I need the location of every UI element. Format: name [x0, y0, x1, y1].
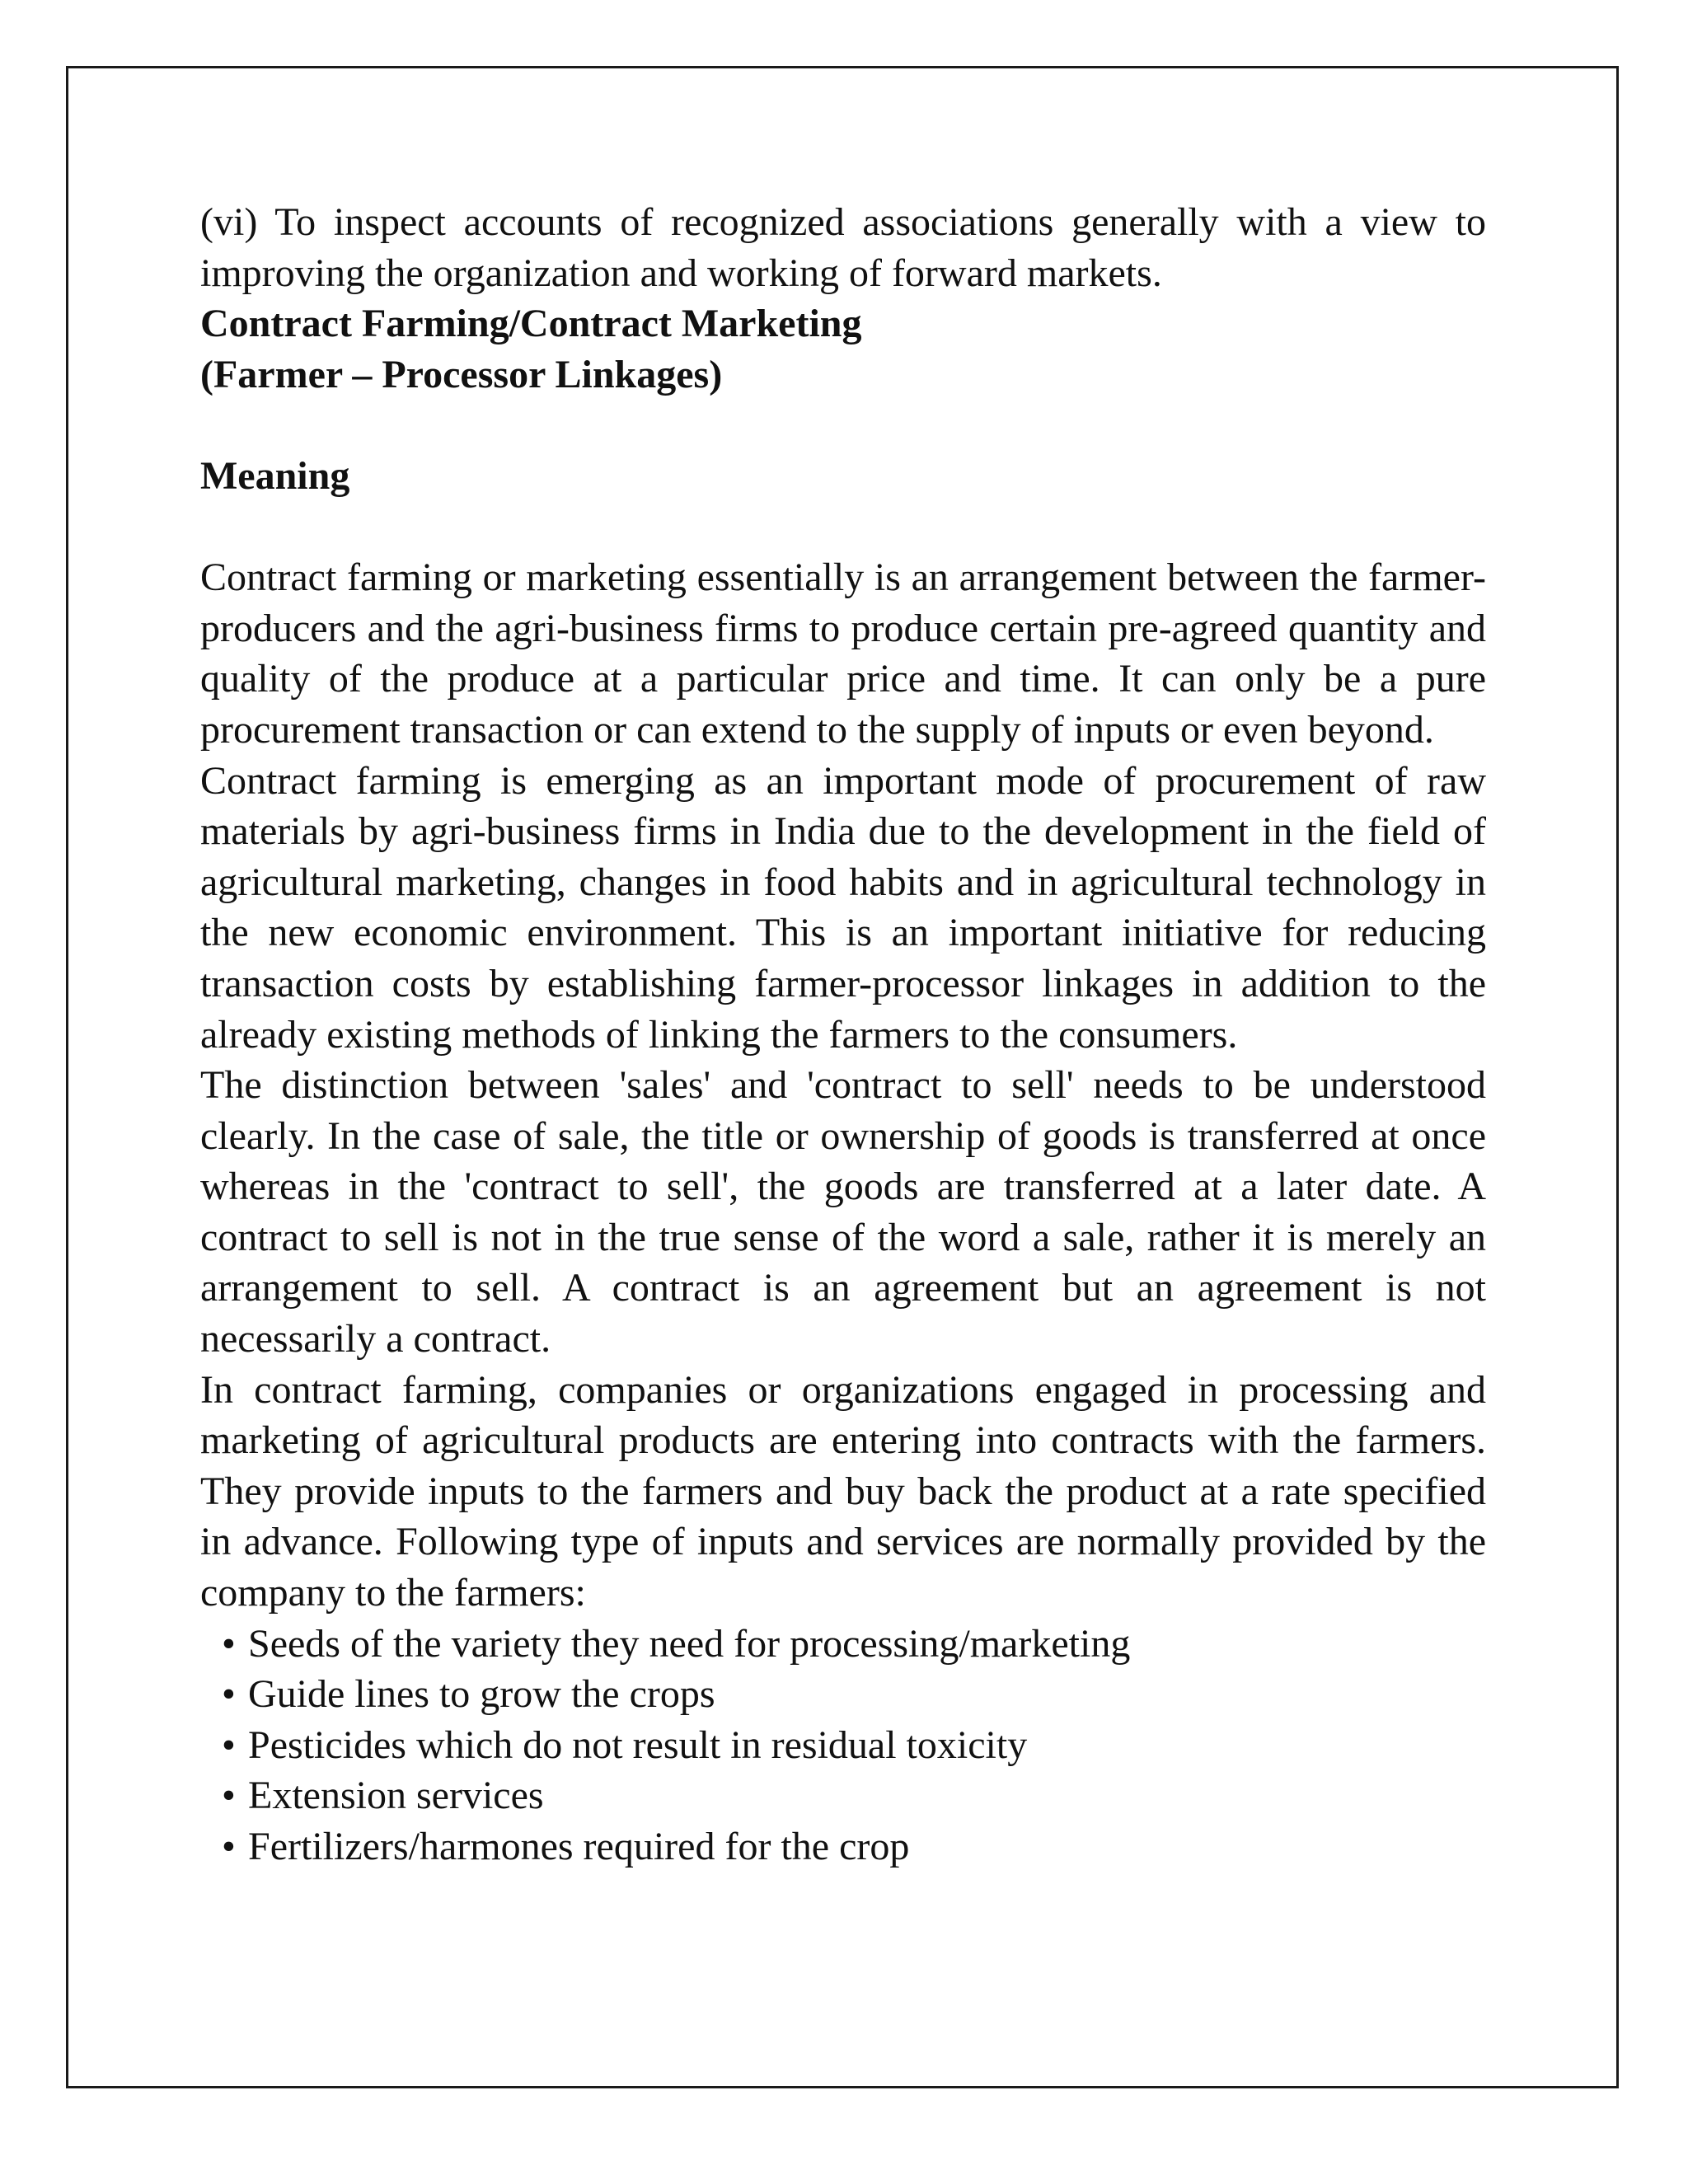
list-item-text: Pesticides which do not result in residual toxicity	[248, 1722, 1028, 1767]
bullet-icon: •	[222, 1825, 236, 1868]
list-item	[222, 1821, 1486, 1872]
bullet-icon: •	[222, 1672, 236, 1717]
list-item-text: Guide lines to grow the crops	[248, 1672, 715, 1717]
paragraph: Contract farming or marketing essentially is an arrangement between the farmer-producers and the agri-business firms to produce certain pre-agreed quantity and quality of the produce at a particular price and time. It can only be a pure procurement transaction or can extend to the supply of inputs or even beyond.	[200, 555, 1486, 752]
section-title: Contract Farming/Contract Marketing	[200, 302, 862, 346]
document-body	[200, 197, 1486, 1872]
paragraph: In contract farming, companies or organizations engaged in processing and marketing of agricultural products are entering into contracts with the farmers. They provide inputs to the farmers and buy back the product at a rate specified in advance. Following type of inputs and services are normally provided by the company to the farmers:	[200, 1367, 1486, 1615]
list-item-text: Fertilizers/harmones required for the crop	[248, 1825, 910, 1868]
intro-paragraph: (vi) To inspect accounts of recognized associations generally with a view to improving the organization and working of forward markets.	[200, 200, 1486, 295]
bullet-icon: •	[222, 1621, 236, 1666]
meaning-heading: Meaning	[200, 453, 350, 498]
list-item	[222, 1619, 1486, 1670]
spacer	[200, 400, 1486, 451]
list-item-text: Seeds of the variety they need for processing/marketing	[248, 1621, 1131, 1666]
list-item	[222, 1770, 1486, 1821]
list-item-text: Extension services	[248, 1774, 544, 1818]
inputs-list	[200, 1619, 1486, 1872]
list-item	[222, 1669, 1486, 1720]
list-item	[222, 1720, 1486, 1771]
bullet-icon: •	[222, 1774, 236, 1818]
paragraph: Contract farming is emerging as an important mode of procurement of raw materials by agri-business firms in India due to the development in the field of agricultural marketing, changes in food habits and in agricultural technology in the new economic environment. This is an important initiative for reducing transaction costs by establishing farmer-processor linkages in addition to the already existing methods of linking the farmers to the consumers.	[200, 758, 1486, 1057]
section-subtitle: (Farmer – Processor Linkages)	[200, 352, 723, 396]
paragraph: The distinction between 'sales' and 'contract to sell' needs to be understood clearly. In the case of sale, the title or ownership of goods is transferred at once whereas in the 'contract to sell', the goods are transferred at a later date. A contract to sell is not in the true sense of the word a sale, rather it is merely an arrangement to sell. A contract is an agreement but an agreement is not necessarily a contract.	[200, 1063, 1486, 1361]
bullet-icon: •	[222, 1722, 236, 1767]
spacer	[200, 502, 1486, 553]
